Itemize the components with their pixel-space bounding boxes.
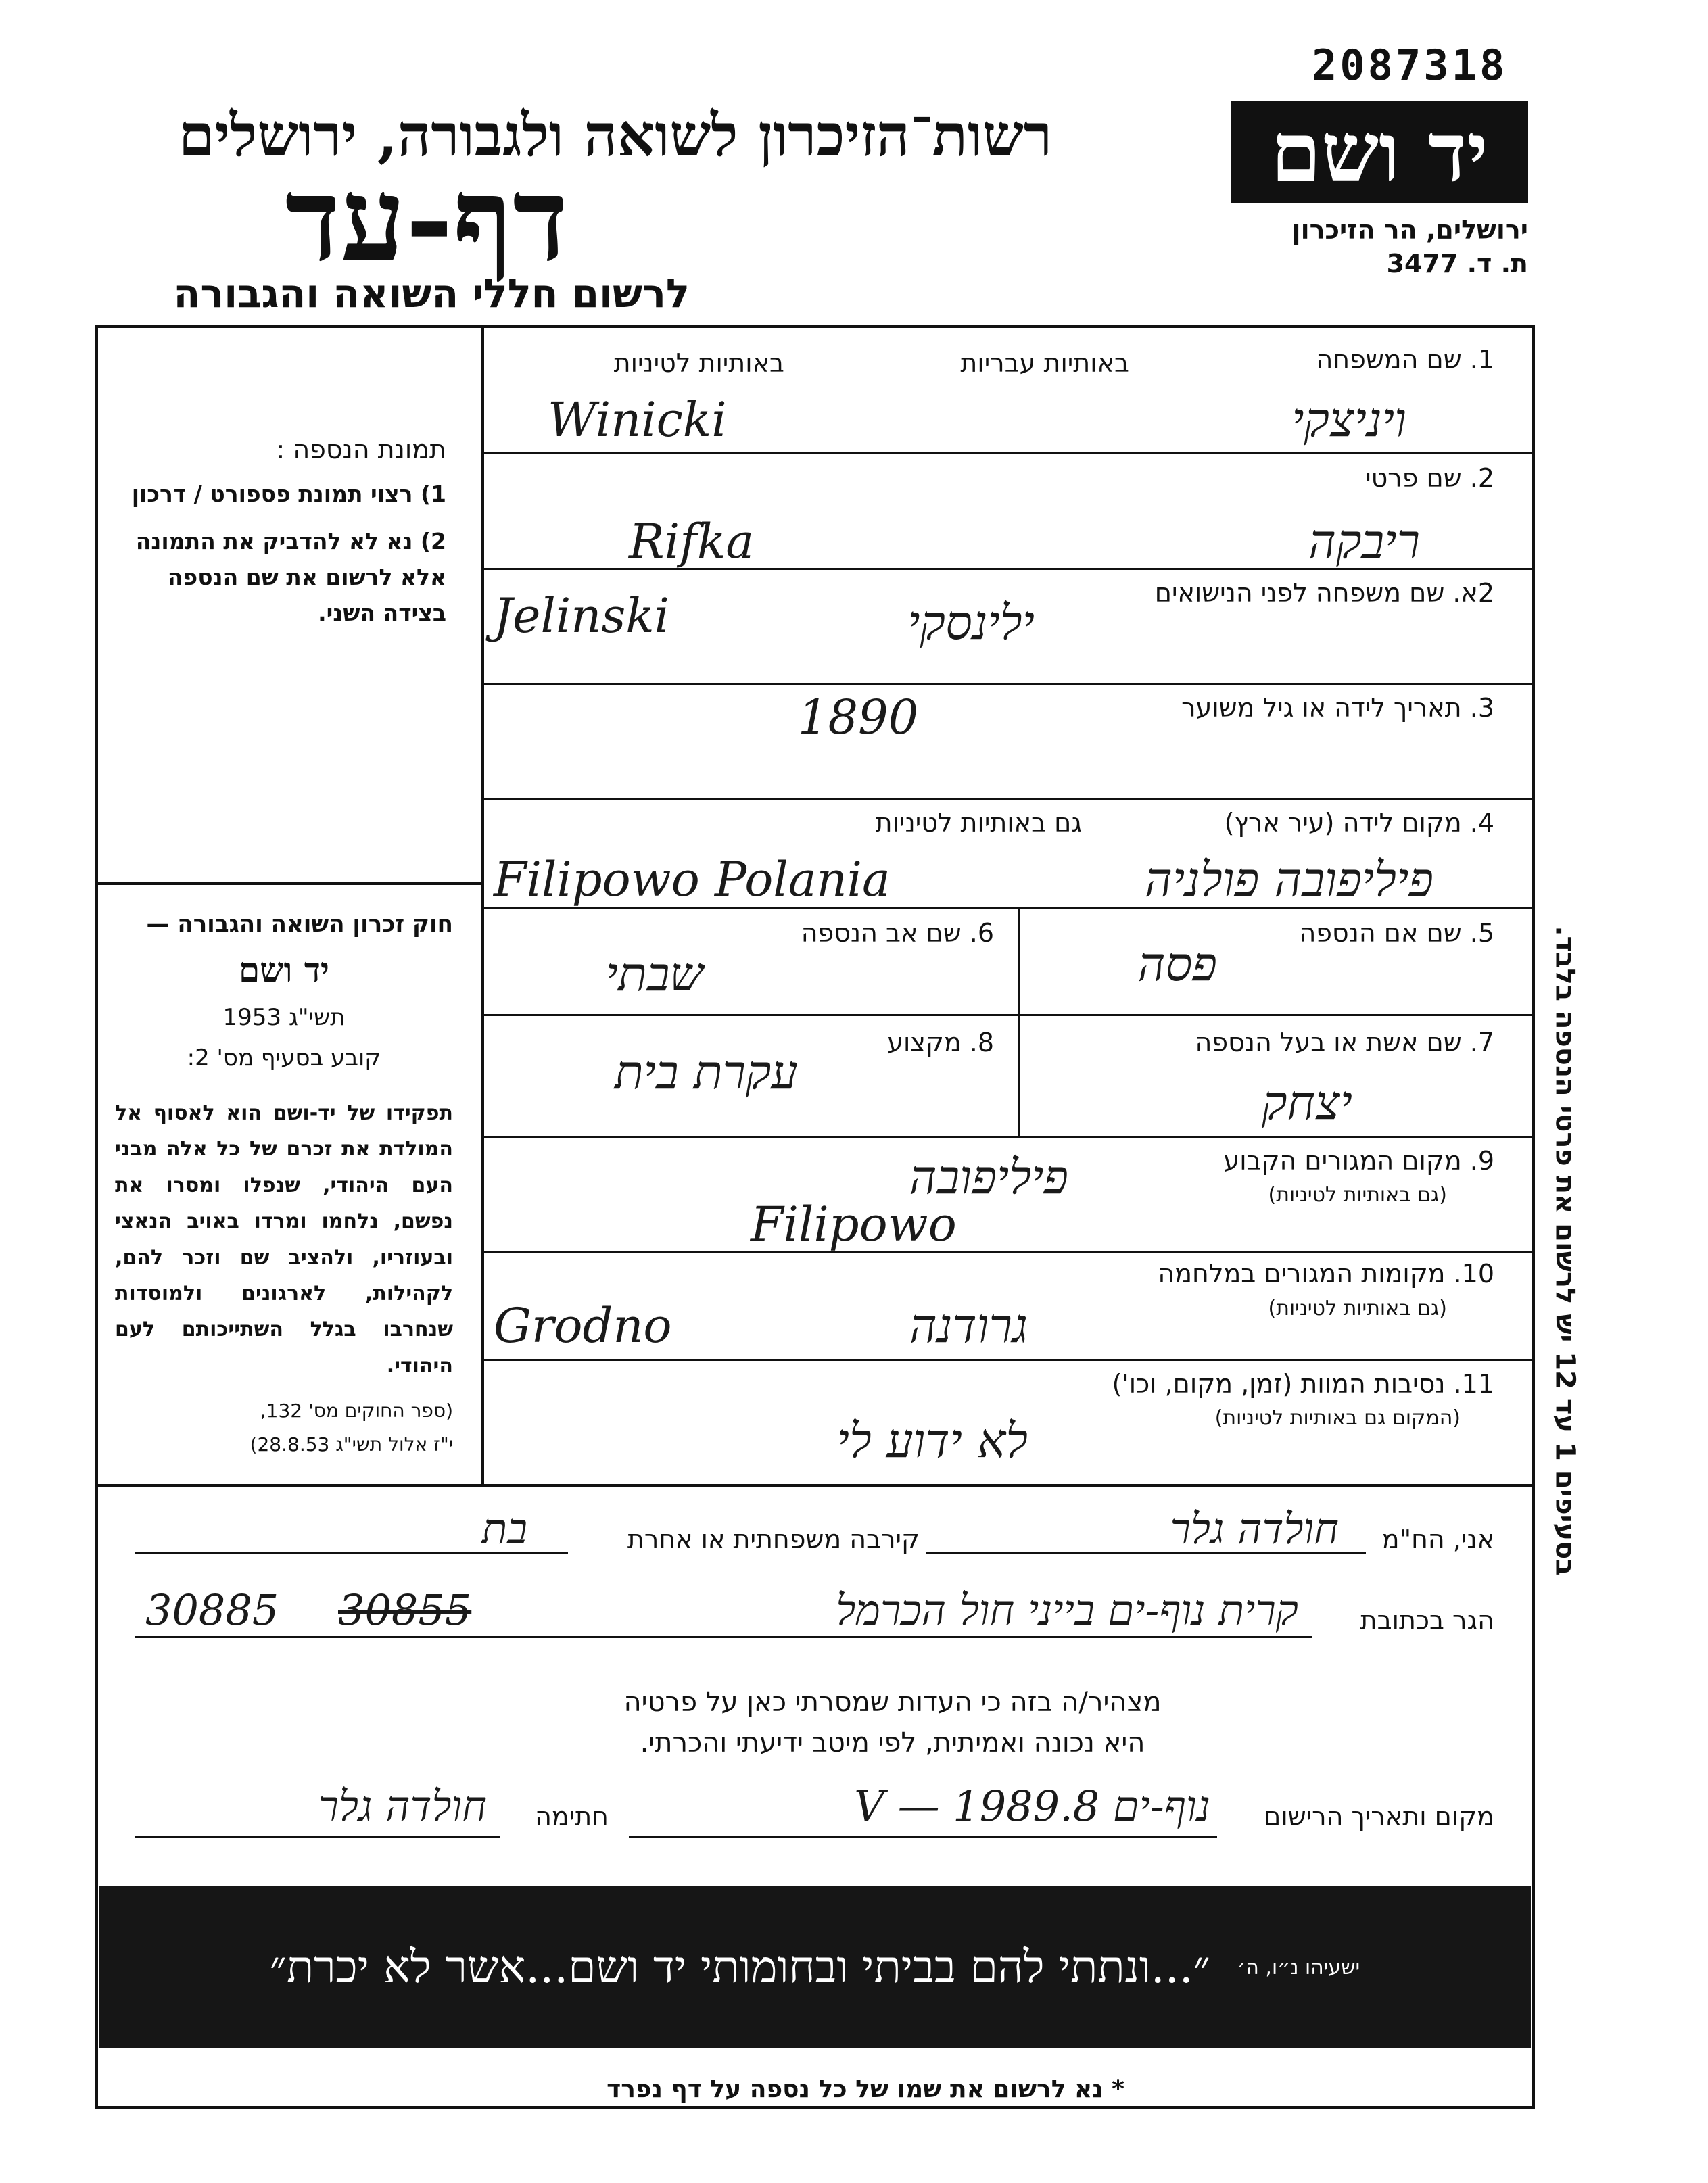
field-8-label: 8. מקצוע xyxy=(887,1028,994,1057)
field-9-value-hebrew: פיליפובה xyxy=(909,1149,1068,1205)
address-label: הגר בכתובת xyxy=(1360,1606,1494,1635)
relation-value: בת xyxy=(481,1504,527,1554)
field-4-latin-note: גם באותיות לטיניות xyxy=(875,808,1082,838)
signature-value: חולדה גלר xyxy=(318,1781,487,1831)
photo-title: תמונת הנספה : xyxy=(276,435,446,464)
law-date: י"ז אלול תשי"ג 28.8.53) xyxy=(250,1433,453,1456)
form-subtitle: לרשום חללי השואה והגבורה xyxy=(173,270,690,316)
yad-vashem-logo: יד ושם xyxy=(1231,101,1528,203)
field-1-value-latin: Winicki xyxy=(548,392,727,448)
serial-number: 2087318 xyxy=(1312,41,1508,90)
field-3-value: 1890 xyxy=(798,690,919,745)
law-name: יד ושם xyxy=(239,950,329,990)
left-panel-split xyxy=(95,882,483,885)
place-date-label: מקום ותאריך הרישום xyxy=(1264,1802,1494,1831)
law-year: תשי"ג 1953 xyxy=(222,1004,346,1031)
left-panel-divider xyxy=(481,325,484,1487)
field-6-label: 6. שם אב הנספה xyxy=(801,918,994,948)
place-date-line xyxy=(629,1836,1217,1838)
zip-struck: 30855 xyxy=(338,1585,472,1635)
field-9-label: 9. מקום המגורים הקבוע xyxy=(1223,1146,1494,1176)
row-sep-8 xyxy=(481,1251,1534,1253)
quote-banner xyxy=(99,1886,1531,2048)
place-date-value: נוף-ים 8.V — 1989 xyxy=(854,1781,1210,1831)
logo-address: ירושלים, הר הזיכרון xyxy=(1291,215,1528,245)
footnote: * נא לרשום את שמו של כל נספה על דף נפרד xyxy=(607,2076,1124,2103)
form-title: דף-עד xyxy=(285,152,568,287)
zip-value: 30885 xyxy=(145,1585,279,1635)
field-2-value-hebrew: ריבקה xyxy=(1308,514,1420,569)
law-body: תפקידו של יד-ושם הוא לאסוף אל המולדת את זכרם של כל אלה מבני העם היהודי, שנפלו ומסרו את נפשם, נלחמו ומרדו באויב הנאצי ובעוזריו, ולהציב שם וזכר להם, לקהילות, לארגונים ולמוסדות שנחרבו בגלל השתייכותם לעם היהודי. xyxy=(115,1101,453,1378)
field-2a-label: 2א. שם משפחה לפני הנישואים xyxy=(1154,578,1494,608)
row-sep-1 xyxy=(481,452,1534,454)
field-10-value-latin: Grodno xyxy=(494,1298,672,1353)
side-instruction-text: בסעיפים 1 עד 12 יש לרשום את פרטי הנספה בלבד. xyxy=(1550,926,1582,1576)
law-clause: קובע בסעיף מס' 2: xyxy=(187,1045,381,1072)
row-sep-4 xyxy=(481,798,1534,800)
field-1-latin-col: באותיות לטיניות xyxy=(613,348,784,378)
field-4-value-hebrew: פיליפובה פולניה xyxy=(1144,852,1433,907)
field-6-value: שבתי xyxy=(605,946,703,1002)
field-10-label: 10. מקומות המגורים במלחמה xyxy=(1158,1259,1494,1289)
split-5-6-7-8 xyxy=(1018,907,1020,1136)
row-sep-9 xyxy=(481,1359,1534,1361)
statement-line-2: היא נכונה ואמיתית, לפי מיטב ידיעתי והכרתי. xyxy=(640,1727,1145,1758)
logo-po-box: ת. ד. 3477 xyxy=(1386,249,1528,279)
field-4-value-latin: Filipowo Polania xyxy=(494,852,891,907)
law-heading: חוק זכרון השואה והגבורה — xyxy=(146,911,453,938)
field-3-label: 3. תאריך לידה או גיל משוער xyxy=(1181,693,1494,723)
signature-line xyxy=(135,1836,500,1838)
field-2-label: 2. שם פרטי xyxy=(1365,463,1494,493)
address-line xyxy=(135,1636,1312,1638)
field-1-value-hebrew: ויניצקי xyxy=(1291,392,1406,448)
field-9-value-latin: Filipowo xyxy=(751,1197,957,1252)
field-11-value: לא ידוע לי xyxy=(836,1413,1028,1468)
field-2a-value-hebrew: ילינסקי xyxy=(907,595,1035,650)
fields-bottom-line xyxy=(95,1484,1535,1487)
address-value: קרית נוף-ים בייני חול הכרמל xyxy=(836,1585,1298,1635)
photo-note-1: 1) רצוי תמונת פספורט / דרכון xyxy=(131,481,446,507)
field-1-hebrew-col: באותיות עבריות xyxy=(960,348,1129,378)
field-7-label: 7. שם אשת או בעל הנספה xyxy=(1195,1028,1494,1057)
field-10-sub: (גם באותיות לטיניות) xyxy=(1268,1297,1447,1320)
law-source: (ספר החוקים מס' 132, xyxy=(260,1399,453,1422)
relation-label: קירבה משפחתית או אחרת xyxy=(627,1525,920,1554)
signature-label: חתימה xyxy=(535,1802,609,1831)
declarant-name: חולדה גלר xyxy=(1170,1504,1339,1554)
row-sep-3 xyxy=(481,683,1534,685)
field-9-sub: (גם באותיות לטיניות) xyxy=(1268,1183,1447,1207)
banner-source: ישעיהו נ״ו, ה׳ xyxy=(1237,1955,1360,1980)
row-sep-6 xyxy=(481,1014,1534,1016)
declaration-prefix: אני, הח"מ xyxy=(1381,1525,1494,1554)
field-2-value-latin: Rifka xyxy=(629,514,755,569)
field-10-value-hebrew: גרודנה xyxy=(909,1298,1028,1353)
field-7-value: יצחק xyxy=(1262,1075,1352,1130)
field-1-label: 1. שם המשפחה xyxy=(1316,345,1494,375)
side-instruction xyxy=(1545,676,1586,1825)
field-5-label: 5. שם אם הנספה xyxy=(1299,918,1494,948)
banner-quote: ״...ונתתי להם בביתי ובחומותי יד ושם...אשר לא יכרת״ xyxy=(269,1941,1210,1993)
field-11-sub: (המקום גם באותיות לטיניות) xyxy=(1214,1406,1461,1430)
statement-line-1: מצהיר/ה בזה כי העדות שמסרתי כאן על פרטיה xyxy=(623,1687,1162,1718)
field-11-label: 11. נסיבות המוות (זמן, מקום, וכו') xyxy=(1112,1369,1494,1399)
photo-note-2: 2) נא לא להדביק את התמונה אלא לרשום את שם הנספה בצידה השני. xyxy=(135,528,446,626)
field-4-label: 4. מקום לידה (עיר ארץ) xyxy=(1224,808,1494,838)
field-8-value: עקרת בית xyxy=(614,1045,798,1100)
field-2a-value-latin: Jelinski xyxy=(494,588,670,644)
row-sep-7 xyxy=(481,1136,1534,1138)
field-5-value: פסה xyxy=(1137,936,1217,992)
organization-title: רשות־הזיכרון לשואה ולגבורה, ירושלים xyxy=(178,101,1053,170)
